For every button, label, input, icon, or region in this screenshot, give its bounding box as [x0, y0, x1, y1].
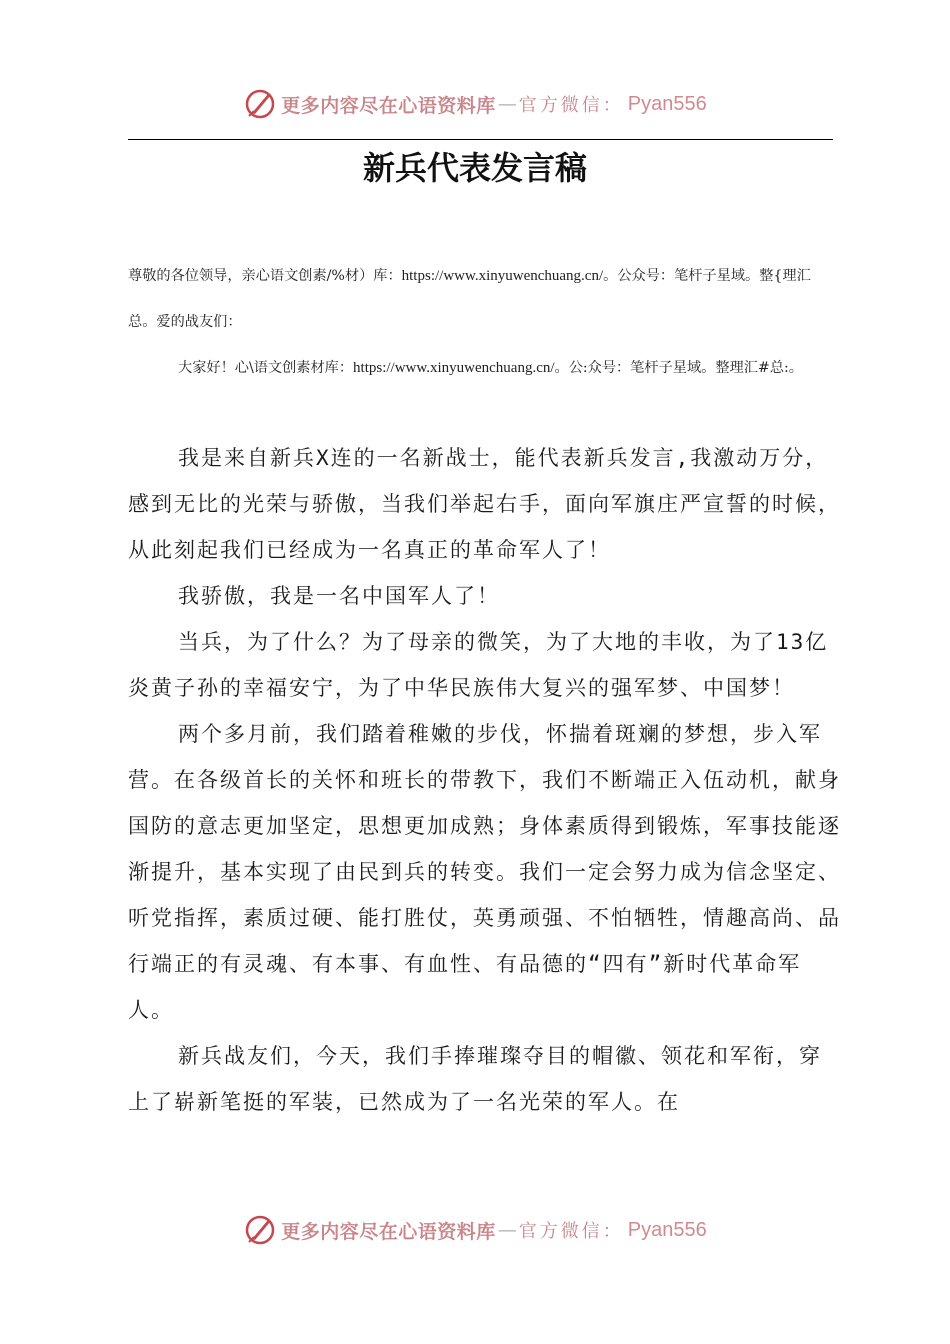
speech-body: [128, 435, 843, 1125]
salutation-paragraph: [128, 253, 833, 345]
body-paragraph: 新兵战友们，今天，我们手捧璀璨夺目的帽徽、领花和军衔，穿上了崭新笔挺的军装，已然成为了一名光荣的军人。在: [128, 1044, 822, 1114]
quill-logo-icon: [243, 1213, 277, 1247]
footer-banner: [0, 1210, 950, 1250]
banner-dash: —: [497, 1219, 517, 1241]
body-paragraph: 我是来自新兵X连的一名新战士，能代表新兵发言,我激动万分，感到无比的光荣与骄傲，当我们举起右手，面向军旗庄严宣誓的时候，从此刻起我们已经成为一名真正的革命军人了！: [128, 446, 841, 562]
greeting-paragraph: [128, 345, 833, 391]
body-paragraph: 两个多月前，我们踏着稚嫩的步伐，怀揣着斑斓的梦想，步入军营。在各级首长的关怀和班长的带教下，我们不断端正入伍动机，献身国防的意志更加坚定，思想更加成熟；身体素质得到锻炼，军事技能逐渐提升，基本实现了由民到兵的转变。我们一定会努力成为信念坚定、听党指挥，素质过硬、能打胜仗，英勇顽强、不怕牺牲，情趣高尚、品行端正的有灵魂、有本事、有血性、有品德的“四有”新时代革命军人。: [128, 722, 841, 1022]
header-banner: [0, 84, 950, 124]
salutation-text: 尊敬的各位领导，亲心语文创素/%材）库：: [128, 268, 402, 284]
greeting-text-2: 。公:众号：笔杆子星域。整理汇#总:。: [554, 360, 803, 376]
wechat-id: Pyan556: [627, 1218, 707, 1241]
wechat-label: 官方微信：: [518, 1221, 624, 1242]
banner-text: 更多内容尽在心语资料库: [281, 94, 496, 117]
body-paragraph: 我骄傲，我是一名中国军人了！: [178, 584, 500, 608]
salutation-text-2: 。公众号：笔杆子星域。整{理汇总。爱的战友们：: [128, 268, 811, 330]
greeting-url: https://www.xinyuwenchuang.cn/: [353, 360, 555, 376]
greeting-text: 大家好！心\语文创素材库：: [178, 360, 354, 376]
wechat-id: Pyan556: [627, 92, 707, 115]
wechat-label: 官方微信：: [518, 95, 624, 116]
quill-logo-icon: [243, 87, 277, 121]
header-divider: [128, 139, 833, 140]
salutation-url: https://www.xinyuwenchuang.cn/: [401, 268, 604, 284]
banner-text: 更多内容尽在心语资料库: [281, 1220, 496, 1243]
document-title: 新兵代表发言稿: [362, 149, 587, 187]
banner-dash: —: [497, 93, 517, 115]
body-paragraph: 当兵，为了什么？为了母亲的微笑，为了大地的丰收，为了13亿炎黄子孙的幸福安宁，为了中华民族伟大复兴的强军梦、中国梦！: [128, 630, 829, 700]
